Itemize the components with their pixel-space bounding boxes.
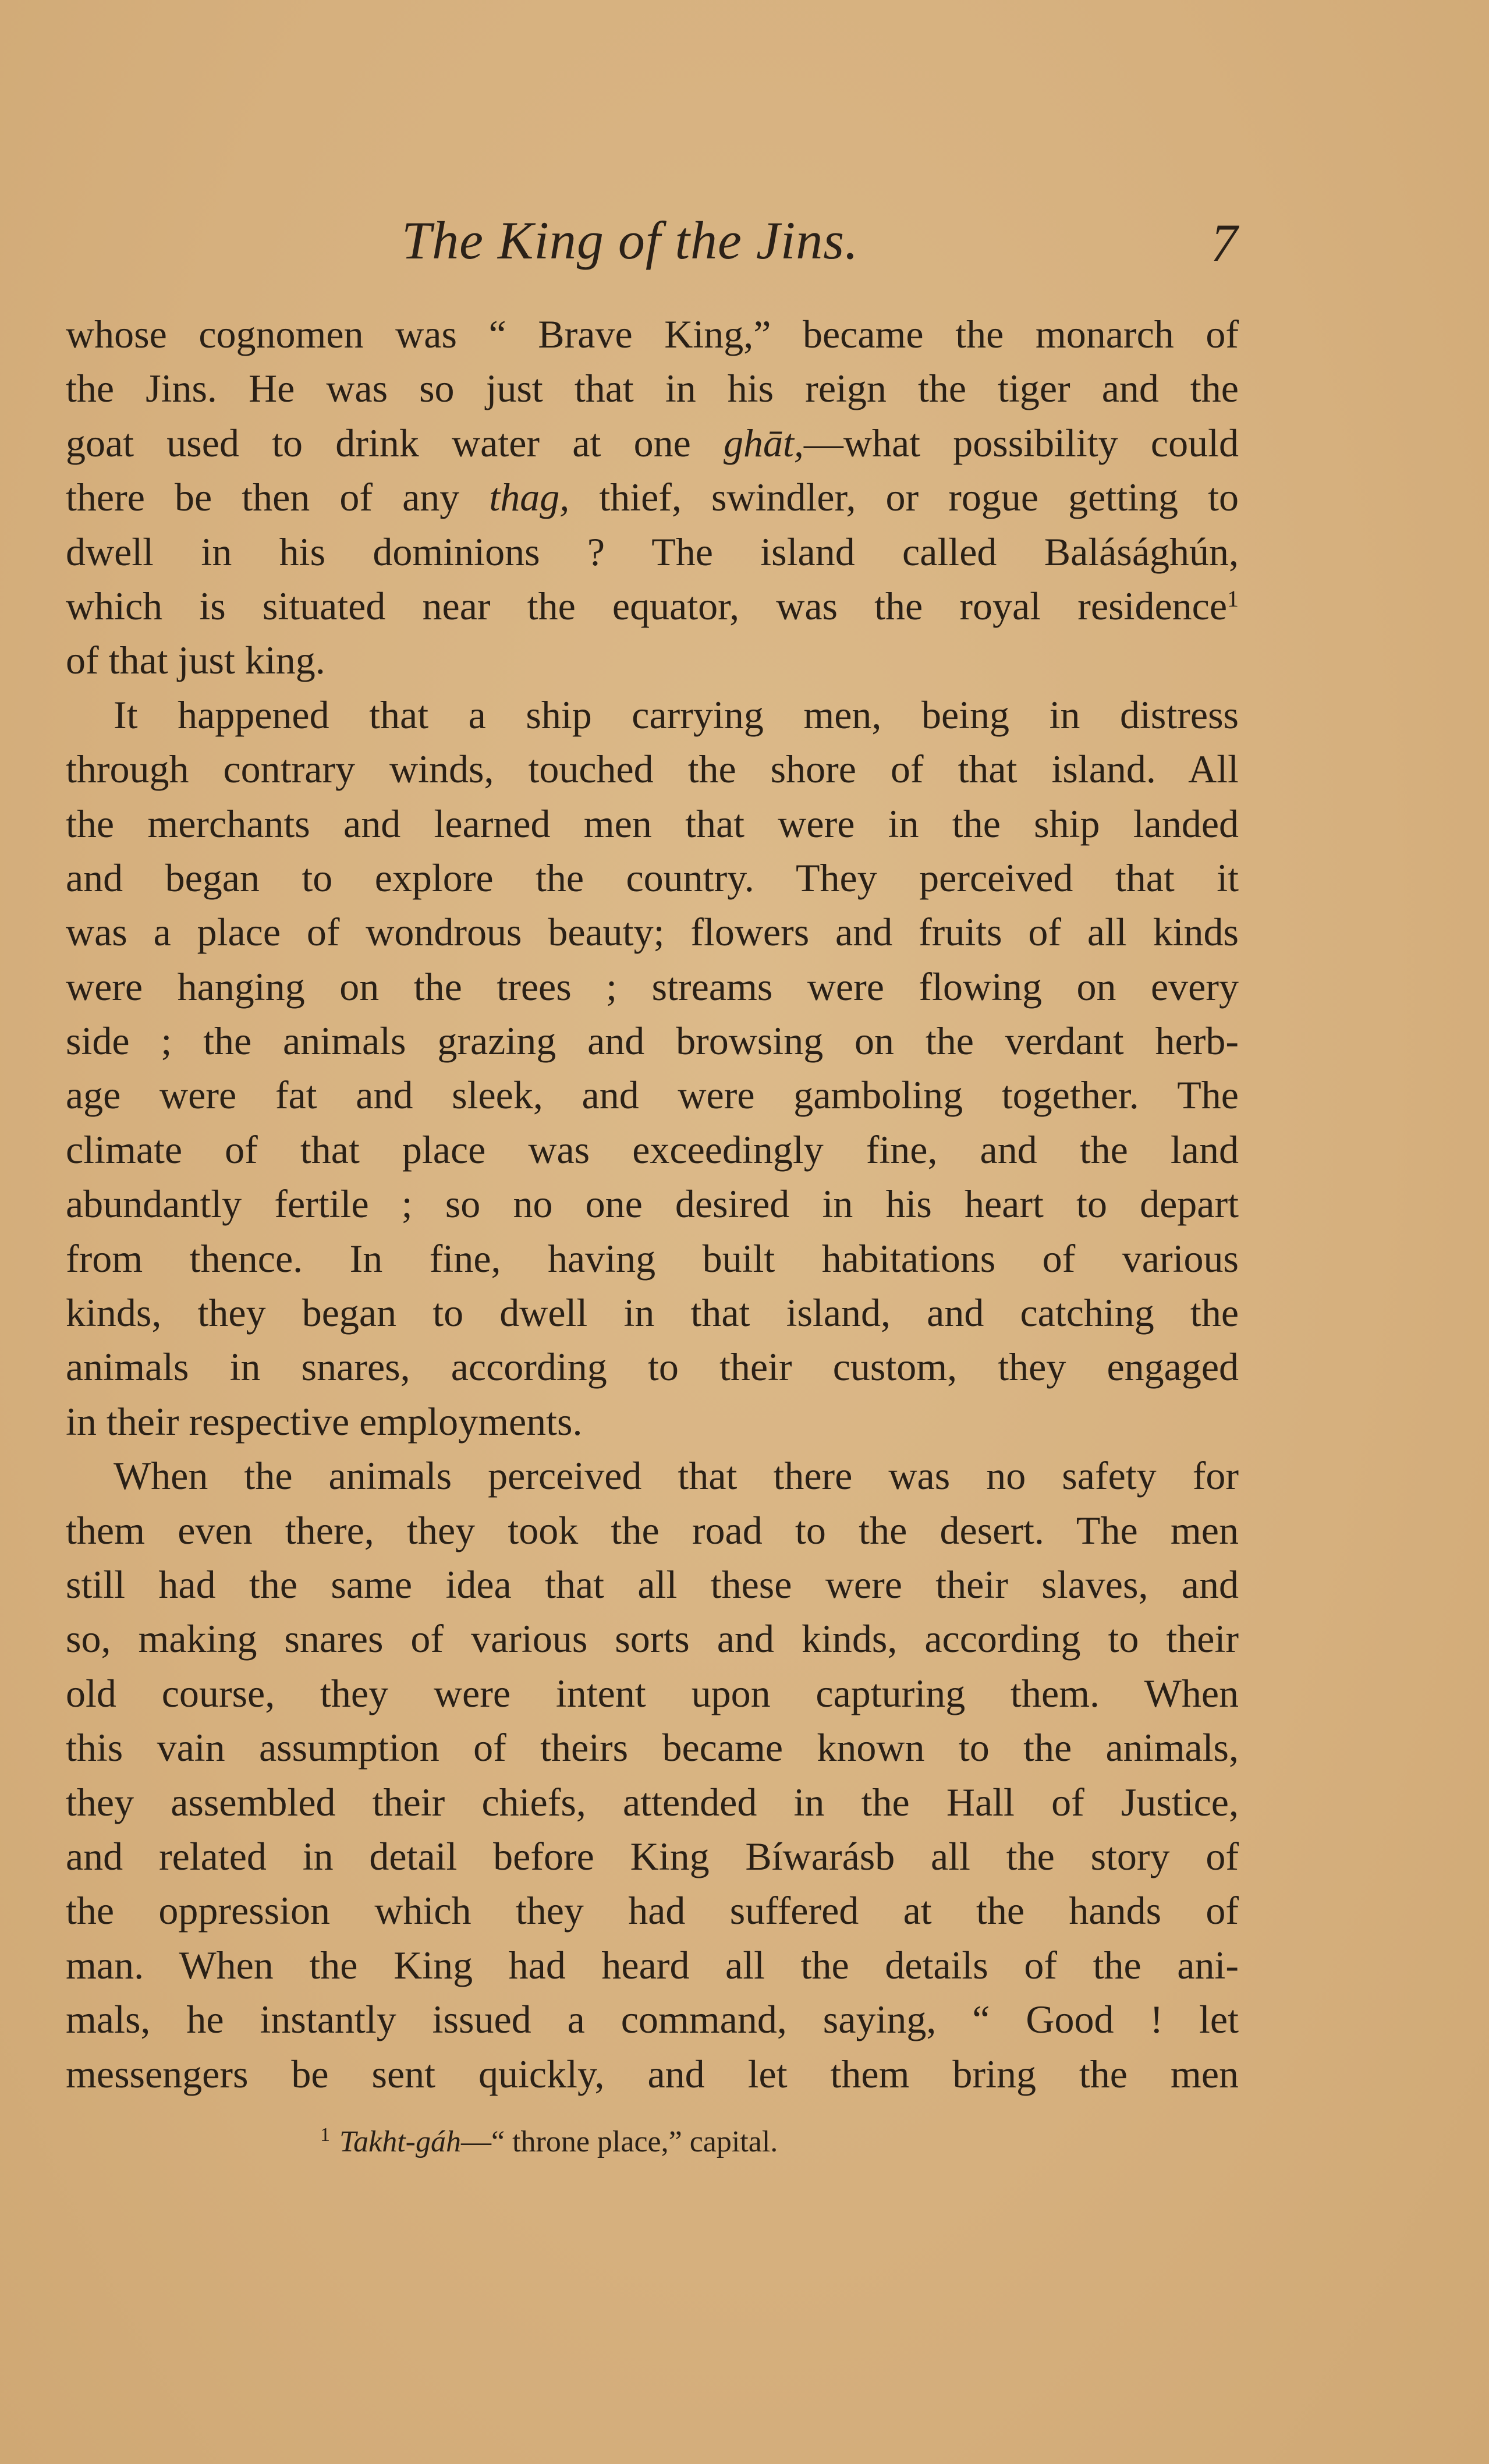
body-text bbox=[66, 307, 1239, 2101]
text-line bbox=[66, 1449, 1239, 1503]
text-segment: animals in snares, according to their custom, they engaged bbox=[66, 1345, 1239, 1389]
text-segment: whose cognomen was “ Brave King,” became the monarch of bbox=[66, 312, 1239, 356]
text-line bbox=[66, 2047, 1239, 2101]
text-segment: from thence. In fine, having built habitations of various bbox=[66, 1236, 1239, 1281]
text-line bbox=[66, 797, 1239, 851]
text-segment: kinds, they began to dwell in that island, and catching the bbox=[66, 1291, 1239, 1335]
text-line bbox=[66, 525, 1239, 579]
text-segment: It happened that a ship carrying men, being in distress bbox=[114, 692, 1239, 737]
text-segment: man. When the King had heard all the details of the ani- bbox=[66, 1942, 1239, 1987]
text-segment: the oppression which they had suffered at the hands of bbox=[66, 1888, 1239, 1933]
italic-term: ghāt, bbox=[723, 420, 804, 465]
text-segment: they assembled their chiefs, attended in the Hall of Justice, bbox=[66, 1779, 1239, 1824]
text-segment: the merchants and learned men that were in the ship landed bbox=[66, 801, 1239, 846]
text-segment: —what possibility could bbox=[803, 420, 1239, 465]
text-line bbox=[66, 851, 1239, 905]
text-segment: there be then of any bbox=[66, 475, 490, 520]
text-line bbox=[66, 1014, 1239, 1068]
text-line bbox=[66, 1068, 1239, 1122]
text-line bbox=[66, 1504, 1239, 1558]
italic-term: thag, bbox=[489, 475, 570, 520]
text-segment: so, making snares of various sorts and kinds, according to their bbox=[66, 1616, 1239, 1661]
text-segment: which is situated near the equator, was the royal residence bbox=[66, 583, 1227, 628]
text-line bbox=[66, 470, 1239, 524]
text-line bbox=[66, 361, 1239, 416]
text-segment: them even there, they took the road to the desert. The men bbox=[66, 1508, 1239, 1552]
text-segment: still had the same idea that all these were their slaves, and bbox=[66, 1562, 1239, 1607]
footnote-reference: 1 bbox=[1227, 585, 1239, 612]
text-line bbox=[66, 579, 1239, 633]
text-line bbox=[66, 1395, 1239, 1449]
text-line bbox=[66, 1938, 1239, 1993]
text-line bbox=[66, 1721, 1239, 1775]
text-segment: messengers be sent quickly, and let them bring the men bbox=[66, 2051, 1239, 2096]
text-segment: in their respective employments. bbox=[66, 1399, 583, 1444]
text-segment: climate of that place was exceedingly fine, and the land bbox=[66, 1127, 1239, 1172]
text-segment: this vain assumption of theirs became known to the animals, bbox=[66, 1725, 1239, 1770]
text-segment: dwell in his dominions ? The island called Balásághún, bbox=[66, 529, 1239, 574]
text-line bbox=[66, 633, 1239, 687]
running-title: The King of the Jins. bbox=[402, 211, 859, 270]
text-line bbox=[66, 1340, 1239, 1394]
text-segment: the Jins. He was so just that in his reign the tiger and the bbox=[66, 366, 1239, 411]
text-line bbox=[66, 1286, 1239, 1340]
text-line bbox=[66, 1775, 1239, 1830]
text-line bbox=[66, 1884, 1239, 1938]
footnote-marker: 1 bbox=[320, 2124, 330, 2146]
text-line bbox=[66, 1177, 1239, 1231]
text-segment: old course, they were intent upon capturing them. When bbox=[66, 1671, 1239, 1715]
text-line bbox=[66, 742, 1239, 796]
text-segment: and related in detail before King Bíwarásb all the story of bbox=[66, 1834, 1239, 1878]
text-segment: When the animals perceived that there was no safety for bbox=[114, 1453, 1239, 1498]
text-line bbox=[66, 1612, 1239, 1666]
text-segment: were hanging on the trees ; streams were flowing on every bbox=[66, 964, 1239, 1009]
text-segment: of that just king. bbox=[66, 638, 325, 683]
text-segment: side ; the animals grazing and browsing on the verdant herb- bbox=[66, 1019, 1239, 1063]
text-line bbox=[66, 1830, 1239, 1884]
text-segment: goat used to drink water at one bbox=[66, 420, 724, 465]
text-segment: age were fat and sleek, and were gamboling together. The bbox=[66, 1073, 1239, 1118]
text-segment: was a place of wondrous beauty; flowers and fruits of all kinds bbox=[66, 910, 1239, 955]
text-line bbox=[66, 1558, 1239, 1612]
text-line bbox=[66, 1123, 1239, 1177]
text-line bbox=[66, 905, 1239, 959]
text-line bbox=[66, 688, 1239, 742]
footnote bbox=[320, 2125, 778, 2159]
text-segment: through contrary winds, touched the shore of that island. All bbox=[66, 747, 1239, 792]
text-line bbox=[66, 1993, 1239, 2047]
page-number: 7 bbox=[1211, 213, 1238, 272]
text-segment: abundantly fertile ; so no one desired in his heart to depart bbox=[66, 1182, 1239, 1226]
text-line bbox=[66, 307, 1239, 361]
text-line bbox=[66, 1667, 1239, 1721]
text-line bbox=[66, 1232, 1239, 1286]
running-header bbox=[0, 210, 1489, 279]
text-segment: mals, he instantly issued a command, saying, “ Good ! let bbox=[66, 1997, 1239, 2042]
footnote-text: —“ throne place,” capital. bbox=[461, 2125, 778, 2158]
text-line bbox=[66, 960, 1239, 1014]
text-line bbox=[66, 416, 1239, 470]
text-segment: and began to explore the country. They perceived that it bbox=[66, 855, 1239, 900]
text-segment: thief, swindler, or rogue getting to bbox=[569, 475, 1239, 520]
footnote-term: Takht-gáh bbox=[339, 2125, 461, 2158]
